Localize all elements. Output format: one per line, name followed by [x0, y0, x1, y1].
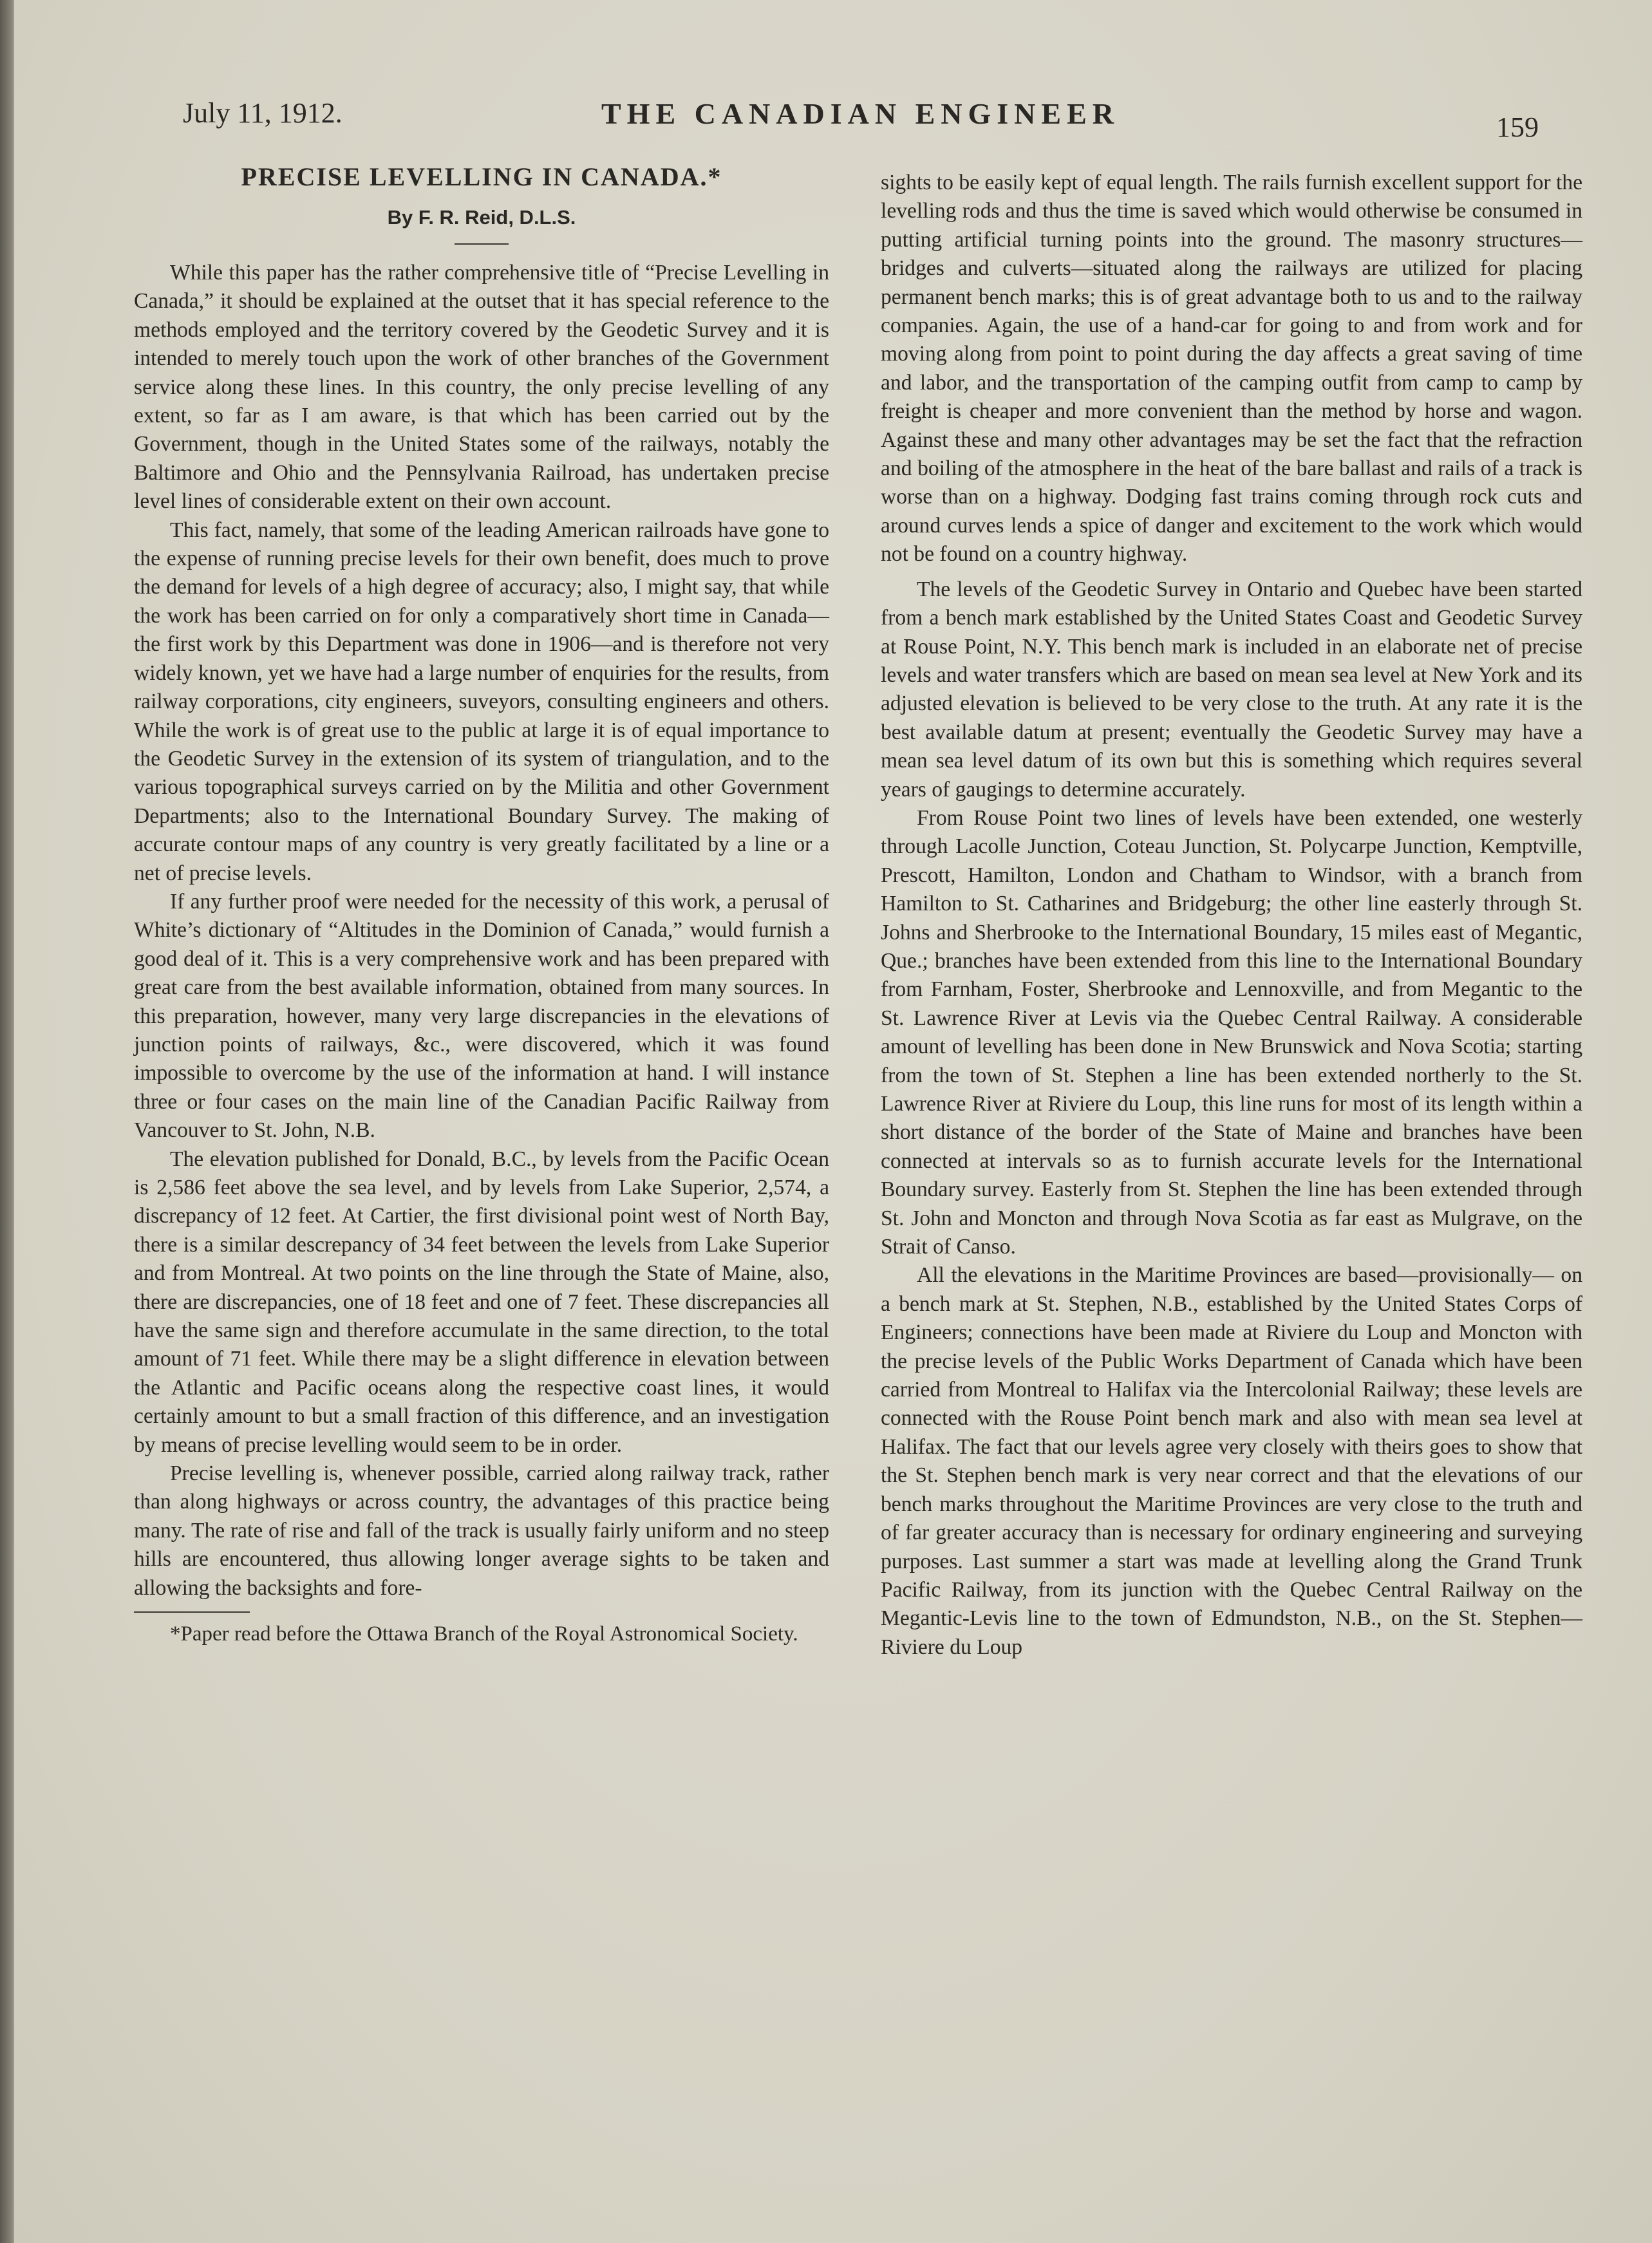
- article-title: PRECISE LEVELLING IN CANADA.*: [241, 162, 722, 191]
- title-divider: [455, 243, 509, 245]
- journal-page: [14, 0, 1652, 2243]
- article-byline: By F. R. Reid, D.L.S.: [387, 206, 576, 229]
- paragraph: The elevation published for Donald, B.C., by levels from the Pacific Ocean is 2,586 feet above the sea level, and by levels from Lake Superior, 2,574, a discrepancy of 12 feet. At Cartier, the first divisional point west of North Bay, there is a similar descrepancy of 34 feet between the levels from Lake Superior and from Montreal. At two points on the line through the State of Maine, also, there are discrepancies, one of 18 feet and one of 7 feet. These discrepancies all have the same sign and therefore accumulate in the same direction, to the total amount of 71 feet. While there may be a slight difference in elevation between the Atlantic and Pacific oceans along the respective coast lines, it would certainly amount to but a small fraction of this difference, and an investigation by means of precise levelling would seem to be in order.: [134, 1147, 829, 1457]
- paragraph: If any further proof were needed for the necessity of this work, a perusal of White’s dictionary of “Altitudes in the Dominion of Canada,” would furnish a good deal of it. This is a very comprehensive work and has been prepared with great care from the best available information, obtained from many sources. In this preparation, however, many very large discrepancies in the elevations of junction points of railways, &c., were discovered, which it was found impossible to overcome by the use of the information at hand. I will instance three or four cases on the main line of the Canadian Pacific Railway from Vancouver to St. John, N.B.: [134, 889, 829, 1143]
- footnote-divider: [134, 1611, 250, 1613]
- paragraph: This fact, namely, that some of the leading American railroads have gone to the expense of running precise levels for their own benefit, does much to prove the demand for levels of a high degree of accuracy; also, I might say, that while the work has been carried on for only a comparatively short time in Canada—the first work by this Department was done in 1906—and is therefore not very widely known, yet we have had a large number of enquiries for the results, from railway corporations, city engineers, suveyors, consulting engineers and others. While the work is of great use to the public at large it is of equal importance to the Geodetic Survey in the extension of its system of triangulation, and to the various topographical surveys carried on by the Militia and other Government Departments; also to the International Boundary Survey. The making of accurate contour maps of any country is very greatly facilitated by a line or a net of precise levels.: [134, 518, 829, 885]
- footnote: *Paper read before the Ottawa Branch of the Royal Astronomical Society.: [170, 1622, 798, 1646]
- paragraph: The levels of the Geodetic Survey in Ontario and Quebec have been started from a bench mark established by the United States Coast and Geodetic Survey at Rouse Point, N.Y. This bench mark is included in an elaborate net of precise levels and water transfers which are based on mean sea level at New York and its adjusted elevation is believed to be very close to the truth. At any rate it is the best available datum at present; eventually the Geodetic Survey may have a mean sea level datum of its own but this is something which requires several years of gaugings to determine accurately.: [881, 577, 1582, 802]
- paragraph: While this paper has the rather comprehensive title of “Precise Levelling in Canada,” it should be explained at the outset that it has special reference to the methods employed and the territory covered by the Geodetic Survey and it is intended to merely touch upon the work of other branches of the Government service along these lines. In this country, the only precise levelling of any extent, so far as I am aware, is that which has been carried out by the Government, though in the United States some of the railways, notably the Baltimore and Ohio and the Pennsylvania Railroad, has undertaken precise level lines of considerable extent on their own account.: [134, 261, 829, 514]
- page-header: [14, 97, 1652, 142]
- paragraph-gap: [881, 569, 1582, 576]
- right-column: [881, 169, 1582, 1662]
- paragraph: All the elevations in the Maritime Provinces are based—provisionally— on a bench mark at St. Stephen, N.B., established by the United States Corps of Engineers; connections have been made at Riviere du Loup and Moncton with the precise levels of the Public Works Department of Canada which have been carried from Montreal to Halifax via the Intercolonial Railway; these levels are connected with the Rouse Point bench mark and also with mean sea level at Halifax. The fact that our levels agree very closely with theirs goes to show that the St. Stephen bench mark is very near correct and that the elevations of our bench marks throughout the Maritime Provinces are very close to the truth and of far greater accuracy than is necessary for ordinary engineering and surveying purposes. Last summer a start was made at levelling along the Grand Trunk Pacific Railway, from its junction with the Quebec Central Railway on the Megantic-Levis line to the town of Edmundston, N.B., on the St. Stephen—Riviere du Loup: [881, 1263, 1582, 1659]
- paragraph: Precise levelling is, whenever possible, carried along railway track, rather than along highways or across country, the advantages of this practice being many. The rate of rise and fall of the track is usually fairly uniform and no steep hills are encountered, thus allowing longer average sights to be taken and allowing the backsights and fore-: [134, 1461, 829, 1600]
- paragraph-continued: sights to be easily kept of equal length. The rails furnish excellent support for the levelling rods and thus the time is saved which would otherwise be consumed in putting artificial turning points into the ground. The masonry structures—bridges and culverts—situated along the railways are utilized for placing permanent bench marks; this is of great advantage both to us and to the railway companies. Again, the use of a hand-car for going to and from work and for moving along from point to point during the day affects a great saving of time and labor, and the transportation of the camping outfit from camp to camp by freight is cheaper and more convenient than the method by horse and wagon. Against these and many other advantages may be set the fact that the refraction and boiling of the atmosphere in the heat of the bare ballast and rails of a track is worse than on a highway. Dodging fast trains coming through rock cuts and around curves lends a spice of danger and excitement to the work which would not be found on a country highway.: [881, 171, 1582, 567]
- journal-title: THE CANADIAN ENGINEER: [601, 97, 1120, 130]
- left-column: [134, 161, 829, 1647]
- paragraph: From Rouse Point two lines of levels have been extended, one westerly through Lacolle Junction, Coteau Junction, St. Polycarpe Junction, Kemptville, Prescott, Hamilton, London and Chatham to Windsor, with a branch from Hamilton to St. Catharines and Bridgeburg; the other line easterly through St. Johns and Sherbrooke to the International Boundary, 15 miles east of Megantic, Que.; branches have been extended from this line to the International Boundary from Farnham, Foster, Sherbrooke and Lennoxville, and from Megantic to the St. Lawrence River at Levis via the Quebec Central Railway. A considerable amount of levelling has been done in New Brunswick and Nova Scotia; starting from the town of St. Stephen a line has been extended northerly to the St. Lawrence River at Riviere du Loup, this line runs for most of its length within a short distance of the border of the State of Maine and branches have been connected at intervals so as to furnish accurate levels for the International Boundary survey. Easterly from St. Stephen the line has been extended through St. John and Moncton and through Nova Scotia as far east as Mulgrave, on the Strait of Canso.: [881, 805, 1582, 1259]
- issue-date: July 11, 1912.: [183, 97, 343, 129]
- page-number: 159: [1496, 111, 1539, 143]
